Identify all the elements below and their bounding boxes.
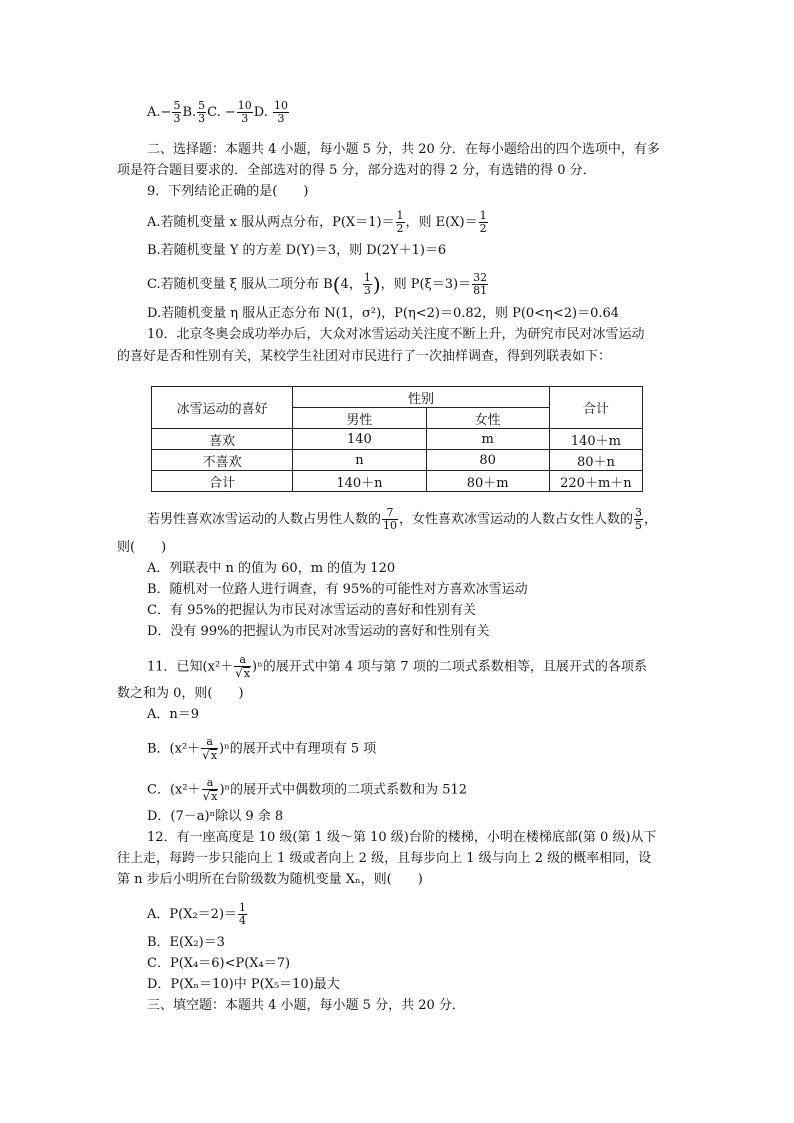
section2-heading-line1: 二、选择题：本题共 4 小题，每小题 5 分，共 20 分．在每小题给出的四个选项中，有多 <box>147 142 660 157</box>
cell-total: 80＋n <box>549 450 642 471</box>
row-label: 合计 <box>152 471 293 492</box>
fraction <box>234 654 251 680</box>
q8-option-c: C. <box>207 105 221 120</box>
denominator <box>234 667 251 680</box>
q9-option-d: D.若随机变量 η 服从正态分布 N(1，σ²)，P(η<2)＝0.82，则 P(0<η<2)＝0.64 <box>147 306 620 321</box>
cell-female: 80＋m <box>426 471 549 492</box>
q11-text: )ⁿ的展开式中第 4 项与第 7 项的二项式系数相等，且展开式的各项系 <box>252 659 647 675</box>
row-label: 不喜欢 <box>152 450 293 471</box>
numerator: 5 <box>198 99 206 112</box>
row-label: 喜欢 <box>152 429 293 450</box>
q8-option-a: A. <box>147 105 161 120</box>
q10-option-b: B．随机对一位路人进行调查，有 95%的可能性对方喜欢冰雪运动 <box>147 582 528 597</box>
q10-option-a: A．列联表中 n 的值为 60，m 的值为 120 <box>147 561 396 576</box>
numerator: 1 <box>239 901 247 914</box>
radicand: x <box>243 667 251 680</box>
header-preference: 冰雪运动的喜好 <box>152 387 293 429</box>
q12-option-b: B．E(X₂)＝3 <box>147 935 225 950</box>
section2-heading-line2: 项是符合题目要求的．全部选对的得 5 分，部分选对的得 2 分，有选错的得 0 分． <box>117 163 596 178</box>
radicand: x <box>210 749 218 762</box>
q12-line3: 第 n 步后小明所在台阶级数为随机变量 Xₙ，则( ) <box>117 872 423 887</box>
fraction <box>479 210 488 235</box>
q9-option-a <box>147 210 489 235</box>
q9-stem: 9．下列结论正确的是( ) <box>147 184 309 199</box>
q11-c-text: C．(x²＋ <box>147 782 201 798</box>
table-row <box>152 471 643 492</box>
denominator: 10 <box>383 519 398 532</box>
denominator <box>202 790 219 803</box>
q9-option-c <box>147 272 489 297</box>
q10-cond-text: ，女性喜欢冰雪运动的人数占女性人数的 <box>399 512 634 527</box>
q9-a-text: A.若随机变量 x 服从两点分布，P(X＝1)＝ <box>147 215 395 230</box>
numerator: 1 <box>479 209 487 222</box>
q9-a-text: ，则 E(X)＝ <box>405 215 478 230</box>
q11-b-text: )ⁿ的展开式中有理项有 5 项 <box>219 741 377 757</box>
numerator: 10 <box>237 99 252 112</box>
left-paren: ( <box>332 272 341 297</box>
denominator: 3 <box>241 112 249 125</box>
fraction <box>238 902 247 927</box>
cell-male: 140 <box>293 429 426 450</box>
cell-male: 140＋n <box>293 471 426 492</box>
denominator: 3 <box>173 112 181 125</box>
q10-cond-text: 若男性喜欢冰雪运动的人数占男性人数的 <box>147 512 382 527</box>
numerator: 3 <box>635 506 643 519</box>
right-paren: ) <box>372 272 381 297</box>
q8-options <box>147 100 290 125</box>
table-row <box>152 450 643 471</box>
denominator: 3 <box>198 112 206 125</box>
cell-total: 140＋m <box>549 429 642 450</box>
denominator: 2 <box>479 222 487 235</box>
q10-line1: 10．北京冬奥会成功举办后，大众对冰雪运动关注度不断上升，为研究市民对冰雪运动 <box>147 327 645 342</box>
radicand: x <box>211 790 218 803</box>
numerator: 5 <box>173 99 181 112</box>
denominator: 81 <box>473 284 488 297</box>
q11-stem <box>147 654 647 680</box>
fraction <box>237 100 253 125</box>
numerator: a <box>201 736 218 749</box>
numerator: 1 <box>396 209 404 222</box>
numerator: 10 <box>274 99 289 112</box>
cell-total: 220＋m＋n <box>549 471 642 492</box>
contingency-table <box>151 386 643 492</box>
q12-a-text: A．P(X₂＝2)＝ <box>147 907 238 922</box>
numerator: a <box>234 654 251 667</box>
q10-condition <box>147 507 657 532</box>
header-female: 女性 <box>426 408 549 429</box>
cell-female: 80 <box>426 450 549 471</box>
sqrt-icon: √ <box>235 666 243 680</box>
fraction <box>472 272 488 297</box>
minus-sign: − <box>224 105 236 120</box>
q9-c-text: ，则 P(ξ＝3)＝ <box>380 277 472 292</box>
section3-heading: 三、填空题：本题共 4 小题，每小题 5 分，共 20 分． <box>147 998 465 1013</box>
q11-text: 11．已知(x²＋ <box>147 659 234 675</box>
fraction <box>201 736 218 762</box>
denominator: 3 <box>277 112 285 125</box>
q8-option-b: B. <box>182 105 197 120</box>
q11-option-c <box>147 777 467 803</box>
fraction <box>197 100 206 125</box>
fraction <box>202 777 219 803</box>
q10-cond-text: ， <box>644 512 658 527</box>
q11-option-d: D．(7－a)ⁿ除以 9 余 8 <box>147 809 284 824</box>
numerator: 7 <box>382 507 398 520</box>
q10-option-c: C．有 95%的把握认为市民对冰雪运动的喜好和性别有关 <box>147 603 476 618</box>
q11-line2: 数之和为 0，则( ) <box>117 686 244 701</box>
q8-option-d: D. <box>253 105 268 120</box>
q11-option-b <box>147 736 376 762</box>
fraction <box>172 100 181 125</box>
q12-option-a <box>147 902 248 927</box>
denominator: 5 <box>635 519 643 532</box>
denominator: 2 <box>396 222 404 235</box>
q10-line2: 的喜好是否和性别有关，某校学生社团对市民进行了一次抽样调查，得到列联表如下： <box>117 349 612 364</box>
q9-option-b: B.若随机变量 Y 的方差 D(Y)＝3，则 D(2Y＋1)＝6 <box>147 243 447 258</box>
sqrt-icon: √ <box>202 748 210 762</box>
q12-option-c: C．P(X₄＝6)<P(X₄＝7) <box>147 956 291 971</box>
fraction <box>396 210 405 235</box>
q11-option-a: A．n＝9 <box>147 707 200 722</box>
numerator: 1 <box>363 271 371 284</box>
fraction <box>634 507 643 532</box>
q11-b-text: B．(x²＋ <box>147 741 201 757</box>
q9-c-param: 4， <box>340 277 362 292</box>
header-male: 男性 <box>293 408 426 429</box>
q12-option-d: D．P(Xₙ＝10)中 P(X₅＝10)最大 <box>147 977 340 992</box>
q9-c-text: C.若随机变量 ξ 服从二项分布 B <box>147 277 333 292</box>
table-header-row <box>152 387 643 408</box>
sqrt-icon: √ <box>202 789 211 803</box>
q12-line2: 往上走，每跨一步只能向上 1 级或者向上 2 级，且每步向上 1 级与向上 2 级的概率相同，设 <box>117 851 652 866</box>
denominator: 4 <box>239 914 247 927</box>
q12-line1: 12．有一座高度是 10 级(第 1 级～第 10 级)台阶的楼梯，小明在楼梯底部(第 0 级)从下 <box>147 830 657 845</box>
fraction <box>273 100 289 125</box>
table-row <box>152 429 643 450</box>
numerator: 32 <box>473 271 488 284</box>
cell-female: m <box>426 429 549 450</box>
q10-then: 则( ) <box>117 540 167 555</box>
minus-sign: − <box>160 105 172 120</box>
fraction <box>382 507 398 532</box>
q11-c-text: )ⁿ的展开式中偶数项的二项式系数和为 512 <box>219 782 468 798</box>
denominator <box>201 749 218 762</box>
header-total: 合计 <box>549 387 642 429</box>
q10-option-d: D．没有 99%的把握认为市民对冰雪运动的喜好和性别有关 <box>147 624 490 639</box>
header-gender: 性别 <box>293 387 550 408</box>
fraction <box>363 272 372 297</box>
cell-male: n <box>293 450 426 471</box>
denominator: 3 <box>363 284 371 297</box>
numerator: a <box>202 777 219 790</box>
